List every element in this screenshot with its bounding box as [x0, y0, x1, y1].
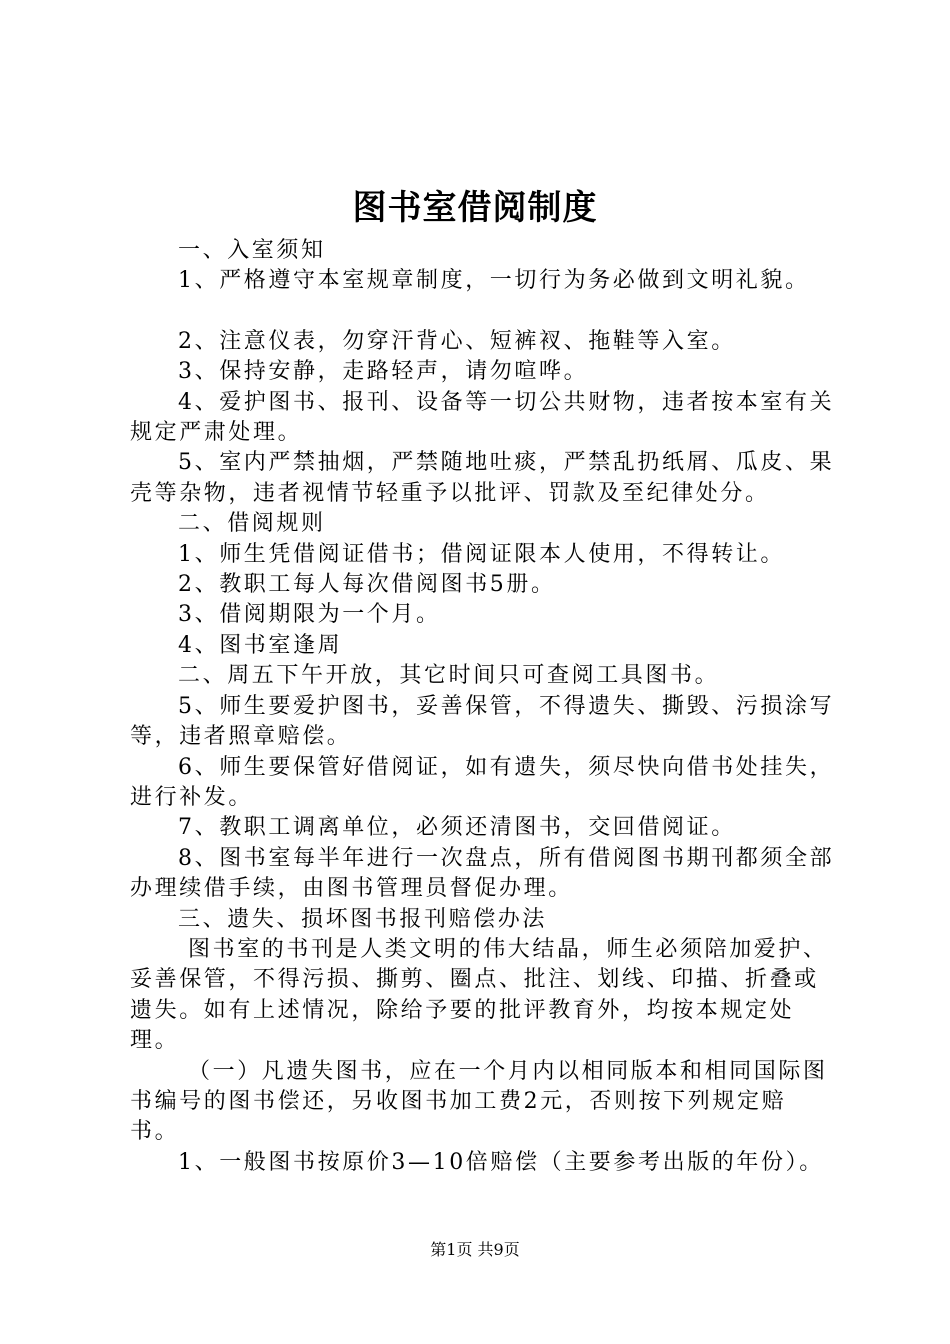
- paragraph: 5、室内严禁抽烟，严禁随地吐痰，严禁乱扔纸屑、瓜皮、果壳等杂物，违者视情节轻重予以批评、罚款及至纪律处分。: [130, 450, 835, 506]
- paragraph: 6、师生要保管好借阅证，如有遗失，须尽快向借书处挂失，进行补发。: [130, 754, 835, 810]
- paragraph: 3、借阅期限为一个月。: [178, 602, 441, 628]
- document-title: 图书室借阅制度: [352, 188, 598, 228]
- section-heading-entry-notice: 一、入室须知: [178, 238, 326, 263]
- paragraph: 5、师生要爱护图书，妥善保管，不得遗失、撕毁、污损涂写等，违者照章赔偿。: [130, 693, 835, 750]
- paragraph: 2、注意仪表，勿穿汗背心、短裤衩、拖鞋等入室。: [178, 328, 736, 354]
- paragraph: 3、保持安静，走路轻声，请勿喧哗。: [178, 359, 589, 385]
- paragraph: 4、爱护图书、报刊、设备等一切公共财物，违者按本室有关规定严肃处理。: [130, 389, 835, 446]
- paragraph: 二、周五下午开放，其它时间只可查阅工具图书。: [178, 663, 720, 689]
- paragraph: 1、一般图书按原价3—10倍赔偿（主要参考出版的年份）。: [178, 1149, 824, 1175]
- section-heading-borrowing-rules: 二、借阅规则: [178, 511, 326, 537]
- paragraph: 1、严格遵守本室规章制度，一切行为务必做到文明礼貌。: [178, 268, 810, 294]
- paragraph: 图书室的书刊是人类文明的伟大结晶，师生必须陪加爱护、妥善保管，不得污损、撕剪、圈点、批注、划线、印描、折叠或遗失。如有上述情况，除给予要的批评教育外，均按本规定处理。: [130, 936, 828, 1054]
- paragraph: 2、教职工每人每次借阅图书5册。: [178, 572, 556, 598]
- paragraph: 8、图书室每半年进行一次盘点，所有借阅图书期刊都须全部办理续借手续，由图书管理员督促办理。: [130, 845, 835, 902]
- paragraph: 7、教职工调离单位，必须还清图书，交回借阅证。: [178, 815, 736, 841]
- document-body: [130, 236, 835, 1178]
- paragraph: （一）凡遗失图书，应在一个月内以相同版本和相同国际图书编号的图书偿还，另收图书加工费2元，否则按下列规定赔书。: [130, 1058, 828, 1145]
- page-footer: 第1页 共9页: [430, 1240, 520, 1259]
- paragraph: 4、图书室逢周: [178, 632, 343, 658]
- section-heading-compensation: 三、遗失、损坏图书报刊赔偿办法: [178, 906, 548, 932]
- paragraph: 1、师生凭借阅证借书；借阅证限本人使用，不得转让。: [178, 541, 785, 567]
